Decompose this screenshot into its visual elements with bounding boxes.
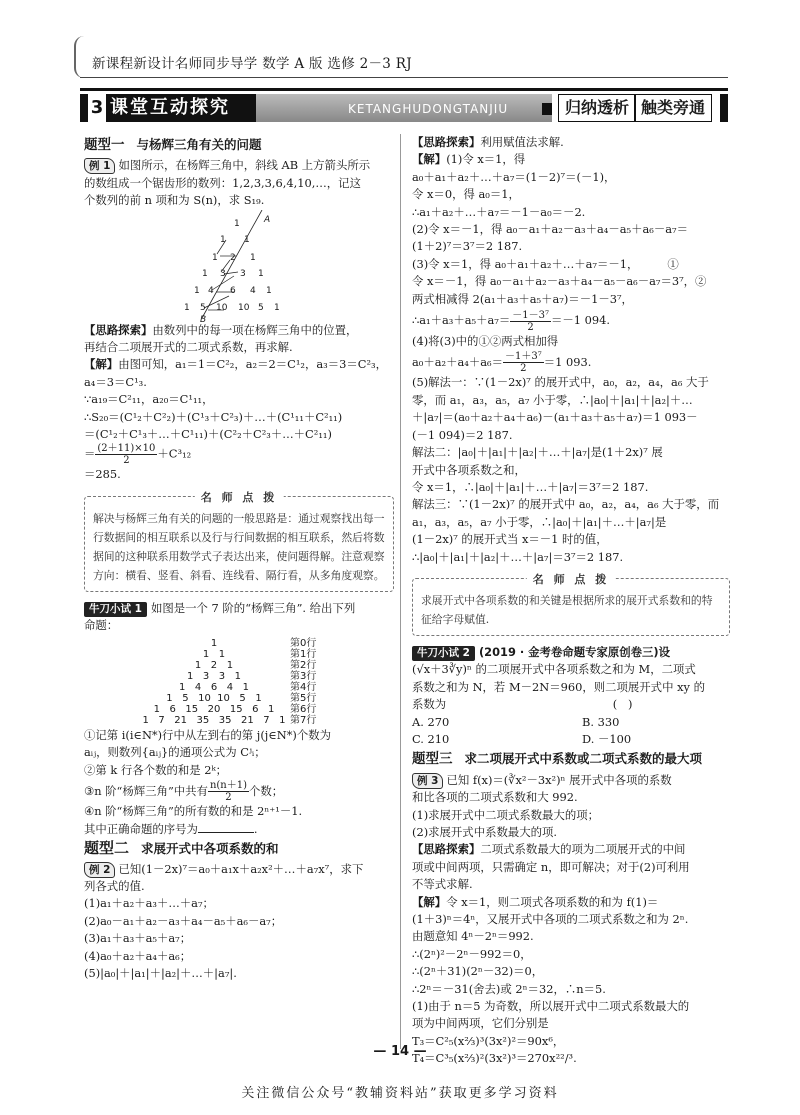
solution-2-line: ＋|a₇|＝(a₀＋a₂＋a₄＋a₆)－(a₁＋a₃＋a₅＋a₇)＝1 093－	[412, 410, 698, 425]
thinking-3-line: 项或中间两项，只需确定 n，即可解决；对于(2)可利用	[412, 859, 690, 874]
solution-2-line: a₀＋a₂＋a₄＋a₆＝ $\frac{\text{－1＋3⁷}}{2}$ ＝1 093.	[412, 351, 592, 375]
solution-2-line: (5)解法一：∵(1－2x)⁷ 的展开式中，a₀，a₂，a₄，a₆ 大于	[412, 375, 709, 390]
solution-1-line: ∴S₂₀＝(C¹₂＋C²₂)＋(C¹₃＋C²₃)＋…＋(C¹₁₁＋C²₁₁)	[84, 409, 343, 424]
example-1-line: 的数组成一个锯齿形的数列：1,2,3,3,6,4,10,…，记这	[84, 175, 361, 190]
banner-pinyin: KETANGHUDONGTANJIU	[256, 94, 552, 122]
solution-3-line: T₃＝C²₅(x⅔)³(3x²)²＝90x⁶，	[412, 1033, 565, 1048]
example-3-line: 例 3 已知 f(x)＝(∛x²－3x²)ⁿ 展开式中各项的系数	[412, 772, 730, 789]
solution-3-line: T₄＝C³₅(x⅔)²(3x²)³＝270x²²/³.	[412, 1051, 577, 1066]
trial-1-intro: 牛刀小试 1 如图是一个 7 阶的“杨辉三角”. 给出下列	[84, 600, 394, 617]
trial-2-line: 系数为 ( )	[412, 697, 633, 712]
proposition-line: ②第 k 行各个数的和是 2ᵏ；	[84, 762, 228, 777]
solution-2-line: (4)将(3)中的①②两式相加得	[412, 333, 559, 348]
example-2-line: (3)a₁＋a₃＋a₅＋a₇；	[84, 931, 192, 946]
solution-2-line: 令 x＝0，得 a₀＝1，	[412, 187, 520, 202]
left-column	[84, 134, 394, 982]
fraction: $\frac{n(n+1)}{2}$	[209, 780, 247, 804]
running-header: 新课程新设计名师同步导学 数学 A 版 选修 2－3 RJ	[92, 56, 412, 72]
line-label-a: A	[264, 214, 271, 225]
example-2-line: 例 2 已知(1－2x)⁷＝a₀＋a₁x＋a₂x²＋…＋a₇x⁷，求下	[84, 861, 394, 878]
solution-1-line: ∵a₁₉＝C²₁₁，a₂₀＝C¹₁₁，	[84, 392, 214, 407]
example-3-line: (1)求展开式中二项式系数最大的项；	[412, 807, 599, 822]
solution-1-line: ＝ $\frac{(2+11)\times 10}{2}$ ＋C³₁₂	[84, 443, 192, 467]
solution-1-line: 【解】由图可知，a₁＝1＝C²₂，a₂＝2＝C¹₂，a₃＝3＝C²₃，	[84, 357, 388, 372]
thinking-1-line: 再结合二项展开式的二项式系数，再求解.	[84, 340, 293, 355]
example-2-line: 列各式的值.	[84, 879, 145, 894]
example-2-line: (2)a₀－a₁＋a₂－a₃＋a₄－a₅＋a₆－a₇；	[84, 913, 283, 928]
teacher-note-1	[84, 490, 394, 592]
solution-3-line: (1)由于 n＝5 为奇数，所以展开式中二项式系数最大的	[412, 999, 690, 1014]
solution-3-line: ∴(2ⁿ)²－2ⁿ－992＝0，	[412, 946, 532, 961]
fraction: $\frac{\text{－1－3⁷}}{2}$	[512, 309, 549, 333]
solution-2-line: 开式中各项系数之和，	[412, 462, 526, 477]
header-rule	[80, 77, 728, 78]
example-3-badge: 例 3	[412, 773, 443, 789]
answer-options	[412, 714, 730, 749]
example-2-line: (4)a₀＋a₂＋a₄＋a₆；	[84, 948, 192, 963]
section-heading-2: 题型二 求展开式中各项系数的和	[84, 839, 279, 858]
solution-1-line: ＝285.	[84, 467, 121, 482]
solution-2-line: (3)令 x＝1，得 a₀＋a₁＋a₂＋…＋a₇＝－1， ①	[412, 256, 679, 271]
solution-2-line: 令 x＝1，∴|a₀|＋|a₁|＋…＋|a₇|＝3⁷＝2 187.	[412, 479, 649, 494]
solution-2-line: a₁，a₃，a₅，a₇ 小于零，∴|a₀|＋|a₁|＋…＋|a₇|是	[412, 514, 667, 529]
note-text: 求展开式中各项系数的和关键是根据所求的展开式系数和的特征给字母赋值.	[421, 593, 713, 626]
note-title: 名 师 点 拨	[195, 488, 284, 507]
solution-2-line: 【解】(1)令 x＝1，得	[412, 152, 526, 167]
banner-title: 课堂互动探究	[110, 97, 230, 118]
solution-2-line: ∴|a₀|＋|a₁|＋|a₂|＋…＋|a₇|＝3⁷＝2 187.	[412, 549, 624, 564]
solution-2-line: ∴a₁＋a₂＋…＋a₇＝－1－a₀＝－2.	[412, 204, 586, 219]
trial-1-intro: 命题：	[84, 618, 119, 633]
answer-blank[interactable]	[198, 832, 254, 833]
trial-2-intro: 牛刀小试 2 (2019 · 金考卷命题专家原创卷三)设	[412, 644, 730, 661]
banner-tag-summary: 归纳透析	[558, 94, 636, 122]
example-2-line: (1)a₁＋a₂＋a₃＋…＋a₇；	[84, 896, 214, 911]
footer-note: 关注微信公众号“教辅资料站”获取更多学习资料	[241, 1086, 559, 1101]
trial-2-badge: 牛刀小试 2	[412, 646, 475, 661]
banner-end-bar	[720, 94, 728, 122]
trial-2-line: (√x＋3∛y)ⁿ 的二项展开式中各项系数之和为 M，二项式	[412, 662, 696, 677]
solution-2-line: ∴a₁＋a₃＋a₅＋a₇＝ $\frac{\text{－1－3⁷}}{2}$ ＝－1 094.	[412, 309, 610, 333]
example-3-line: 和比各项的二项式系数和大 992.	[412, 790, 578, 805]
solution-2-line: 令 x＝－1，得 a₀－a₁＋a₂－a₃＋a₄－a₅－a₆－a₇＝3⁷，②	[412, 274, 707, 289]
proposition-line: ④n 阶“杨辉三角”的所有数的和是 2ⁿ⁺¹－1.	[84, 804, 303, 819]
solution-2-line: 解法二：|a₀|＋|a₁|＋|a₂|＋…＋|a₇|是(1＋2x)⁷ 展	[412, 445, 663, 460]
example-1-line: 个数列的前 n 项和为 S(n)，求 S₁₉.	[84, 193, 265, 208]
solution-2-line: 两式相减得 2(a₁＋a₃＋a₅＋a₇)＝－1－3⁷，	[412, 291, 633, 306]
fraction: $\frac{\text{－1＋3⁷}}{2}$	[505, 351, 542, 375]
option-b[interactable]: B. 330	[582, 714, 620, 729]
note-title: 名 师 点 拨	[527, 570, 616, 589]
example-1-badge: 例 1	[84, 158, 115, 174]
option-a[interactable]: A. 270	[412, 714, 450, 729]
banner-title-block	[80, 94, 256, 122]
note-text: 解决与杨辉三角有关的问题的一般思路是：通过观察找出每一行数据间的相互联系以及行与行间数据的相互联系，然后将数据间的这种联系用数学式子表达出来，使问题得解。注意观察方向：横看、竖看、斜看、连线看、隔行看，从多角度观察。	[93, 511, 385, 582]
trial-1-badge: 牛刀小试 1	[84, 602, 147, 617]
proposition-line: ③n 阶“杨辉三角”中共有 $\frac{n(n+1)}{2}$ 个数；	[84, 780, 284, 804]
solution-2-line: 零，而 a₁，a₃，a₅，a₇ 小于零，∴|a₀|＋|a₁|＋|a₂|＋…	[412, 392, 693, 407]
right-column	[412, 134, 730, 1068]
page-curl-decoration	[74, 36, 84, 78]
section-banner	[80, 88, 728, 124]
thinking-1: 【思路探索】由数列中的每一项在杨辉三角中的位置，	[84, 322, 358, 337]
line-label-b: B	[200, 314, 207, 325]
proposition-line: aᵢⱼ，则数列{aᵢⱼ}的通项公式为 Cʲᵢ；	[84, 745, 266, 760]
solution-2-line: a₀＋a₁＋a₂＋…＋a₇＝(1－2)⁷＝(－1)，	[412, 169, 616, 184]
section-heading-3: 题型三 求二项展开式中系数或二项式系数的最大项	[412, 751, 703, 768]
solution-3-line: 【解】令 x＝1，则二项式各项系数的和为 f(1)＝	[412, 894, 659, 909]
example-2-badge: 例 2	[84, 862, 115, 878]
proposition-line: 其中正确命题的序号为 .	[84, 821, 258, 836]
example-3-line: (2)求展开式中系数最大的项.	[412, 825, 558, 839]
solution-3-line: ∴(2ⁿ＋31)(2ⁿ－32)＝0，	[412, 964, 544, 979]
column-divider	[400, 134, 401, 1049]
solution-1-line: a₄＝3＝C¹₃.	[84, 374, 147, 389]
solution-2-line: 解法三：∵(1－2x)⁷ 的展开式中 a₀，a₂，a₄，a₆ 大于零，而	[412, 497, 720, 512]
option-c[interactable]: C. 210	[412, 731, 450, 746]
section-heading-1: 题型一 与杨辉三角有关的问题	[84, 137, 262, 153]
proposition-line: ①记第 i(i∈N*)行中从左到右的第 j(j∈N*)个数为	[84, 727, 332, 742]
banner-number: 3	[88, 94, 106, 122]
fraction: $\frac{(2+11)\times 10}{2}$	[97, 443, 156, 467]
solution-3-line: ∴2ⁿ＝－31(舍去)或 2ⁿ＝32，∴n＝5.	[412, 981, 606, 996]
thinking-3-line: 不等式求解.	[412, 877, 473, 892]
thinking-2: 【思路探索】利用赋值法求解.	[412, 135, 564, 149]
solution-1-line: ＝(C¹₂＋C¹₃＋…＋C¹₁₁)＋(C²₂＋C²₃＋…＋C²₁₁)	[84, 427, 332, 442]
solution-3-line: 由题意知 4ⁿ－2ⁿ＝992.	[412, 929, 534, 944]
page-number: — 14 —	[373, 1044, 427, 1059]
solution-3-line: (1＋3)ⁿ＝4ⁿ，又展开式中各项的二项式系数之和为 2ⁿ.	[412, 912, 689, 927]
solution-2-line: (－1 094)＝2 187.	[412, 427, 513, 442]
banner-square-icon	[542, 103, 552, 115]
thinking-3: 【思路探索】二项式系数最大的项为二项展开式的中间	[412, 842, 686, 857]
solution-2-line: (2)令 x＝－1，得 a₀－a₁＋a₂－a₃＋a₄－a₅＋a₆－a₇＝	[412, 222, 688, 237]
option-d[interactable]: D. －100	[582, 731, 632, 746]
solution-2-line: (1－2x)⁷ 的展开式当 x＝－1 时的值，	[412, 532, 608, 547]
pascal-triangle-figure: 1 1 1 1 2 1 1 3 3 1 1 4 6 4 1 1 5 10 10 5 1 A B	[84, 210, 394, 322]
trial-2-line: 系数之和为 N，若 M－2N＝960，则二项展开式中 xy 的	[412, 679, 705, 694]
teacher-note-2	[412, 572, 730, 636]
banner-tag-analogy: 触类旁通	[634, 94, 712, 122]
solution-3-line: 项为中间两项，它们分别是	[412, 1016, 549, 1031]
solution-2-line: (1＋2)⁷＝3⁷＝2 187.	[412, 239, 523, 254]
pascal-triangle-table: 1 1 1 1 2 1 1 3 3 1 1 4 6 4 1 1 5 10 10 5 1 1 6 15 20 15 6 1 1 7 21 35 35 21 7 1 第0行 第1行 第2行 第3行 第4行 第5行 第6行 第7行	[142, 637, 317, 726]
example-2-line: (5)|a₀|＋|a₁|＋|a₂|＋…＋|a₇|.	[84, 966, 237, 981]
example-1-line: 例 1 如图所示，在杨辉三角中，斜线 AB 上方箭头所示	[84, 157, 394, 174]
